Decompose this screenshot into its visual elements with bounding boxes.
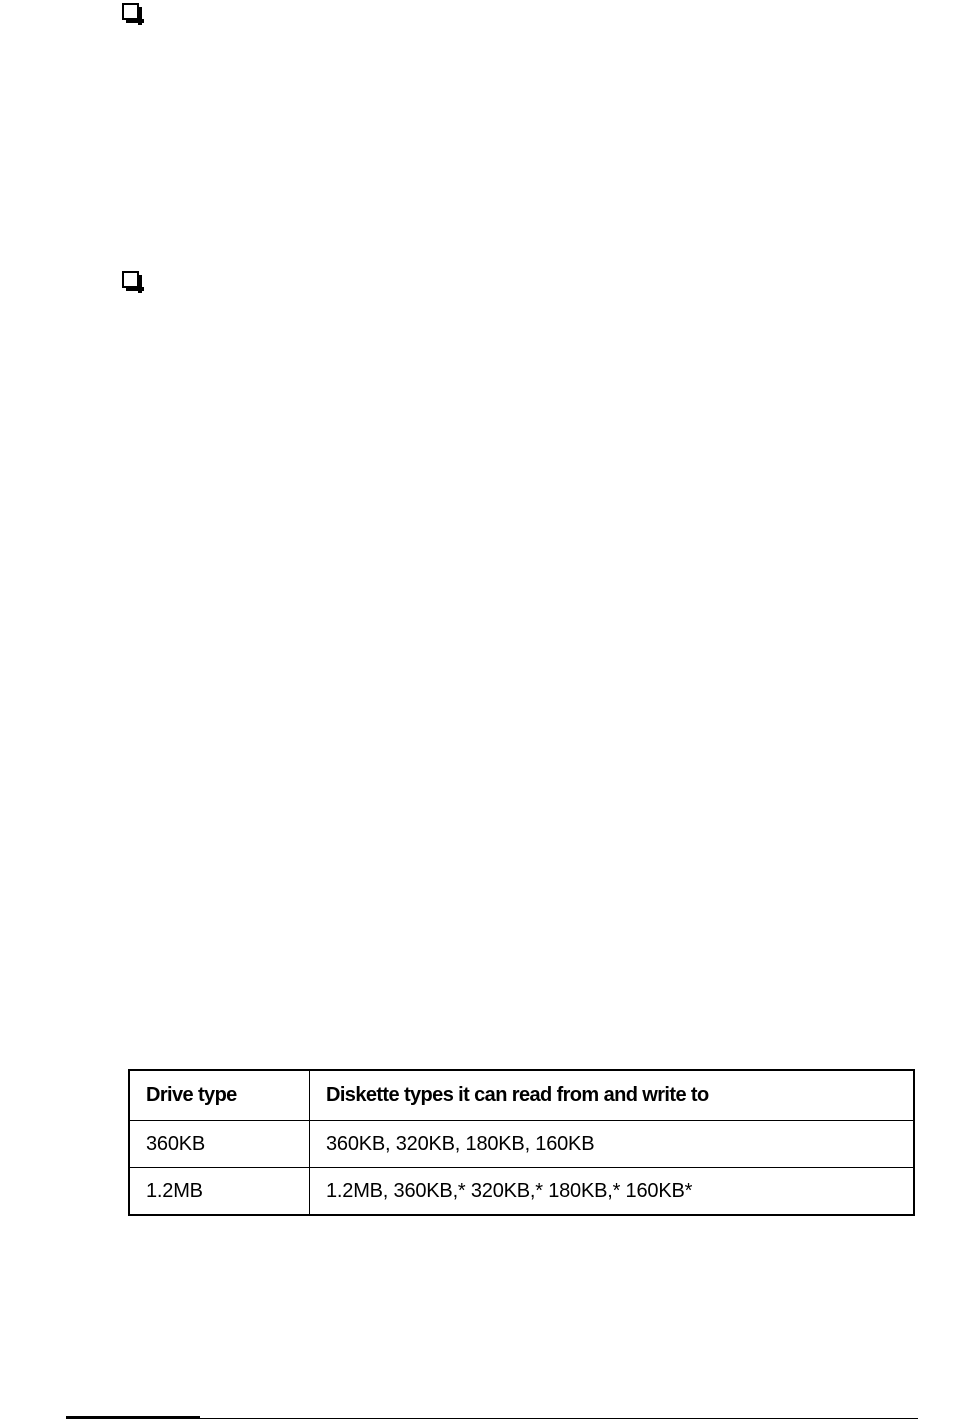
cell-drive-type: 1.2MB xyxy=(129,1168,310,1216)
footer-rule xyxy=(66,1418,918,1419)
table-header-row xyxy=(129,1070,914,1121)
cell-diskette-types: 1.2MB, 360KB,* 320KB,* 180KB,* 160KB* xyxy=(310,1168,915,1216)
table-row xyxy=(129,1168,914,1216)
cell-drive-type: 360KB xyxy=(129,1121,310,1168)
cell-diskette-types: 360KB, 320KB, 180KB, 160KB xyxy=(310,1121,915,1168)
table-row xyxy=(129,1121,914,1168)
drive-compatibility-table xyxy=(128,1069,915,1216)
checkbox-bullet-icon xyxy=(122,271,139,288)
header-drive-type: Drive type xyxy=(129,1070,310,1121)
checkbox-bullet-icon xyxy=(122,3,139,20)
header-diskette-types: Diskette types it can read from and write to xyxy=(310,1070,915,1121)
